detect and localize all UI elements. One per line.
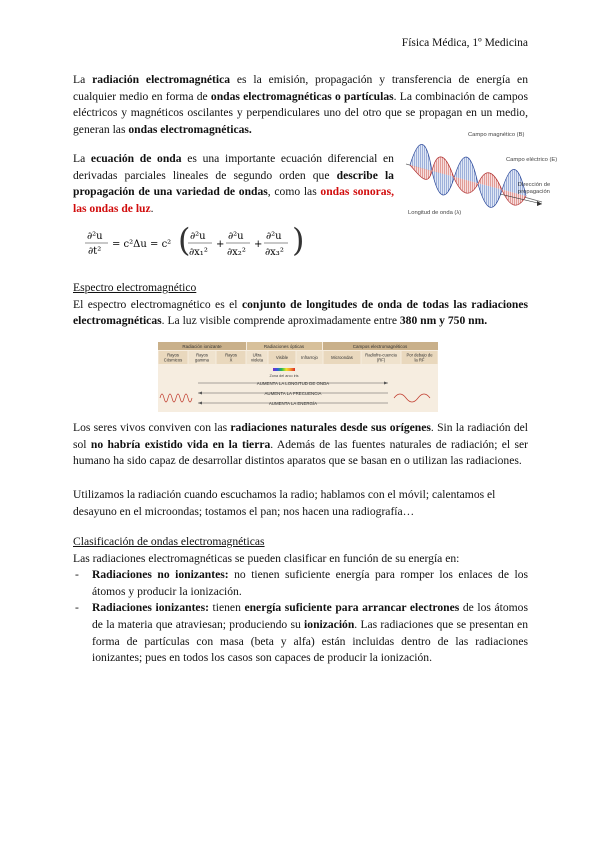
wave-equation-formula bbox=[82, 221, 312, 264]
spectrum-cell-label: Rayos bbox=[167, 352, 179, 358]
classification-intro: Las radiaciones electromagnéticas se pueden clasificar en función de su energía en: bbox=[73, 551, 460, 565]
formula-den1: ∂t² bbox=[88, 246, 102, 257]
formula-num1: ∂²u bbox=[87, 231, 103, 242]
label-electric-field: Campo eléctrico (E) bbox=[506, 157, 558, 163]
svg-text:AUMENTA LA ENERGÍA: AUMENTA LA ENERGÍA bbox=[268, 401, 318, 406]
em-wave-figure bbox=[400, 124, 558, 224]
spectrum-cell-label: Por debajo de bbox=[406, 352, 433, 358]
spectrum-heading: Espectro electromagnético bbox=[73, 281, 197, 294]
paragraph-living-beings: Los seres vivos conviven con las radiaciones naturales desde sus orígenes. Sin la radiación del sol no habría existido vida en la tierra. Además de las fuentes naturales de radiación; el ser humano ha sido capaz de desarrollar distintos aparatos que se basan en o utilizan las radiaciones. bbox=[73, 421, 528, 468]
section-classification bbox=[73, 534, 528, 667]
label-magnetic-field: Campo magnético (B) bbox=[468, 132, 525, 138]
label-direction-1: Dirección de bbox=[518, 182, 551, 188]
spectrum-cell-label: Ultra bbox=[252, 352, 262, 358]
svg-text:Campos electromagnéticos: Campos electromagnéticos bbox=[352, 344, 408, 349]
label-wavelength: Longitud de onda (λ) bbox=[408, 210, 462, 216]
paragraph-uses: Utilizamos la radiación cuando escuchamos la radio; hablamos con el móvil; calentamos el desayuno en el microondas; tostamos el pan; nos hacen una radiografía… bbox=[73, 488, 496, 518]
formula-den3: ∂x₂² bbox=[227, 247, 246, 258]
classification-heading: Clasificación de ondas electromagnéticas bbox=[73, 535, 265, 548]
spectrum-cell-label: Infrarrojo bbox=[301, 355, 318, 360]
formula-num2: ∂²u bbox=[190, 231, 206, 242]
svg-text:+: + bbox=[216, 239, 225, 250]
paragraph-em-radiation: La radiación electromagnética es la emisión, propagación y transferencia de energía en cualquier medio en forma de ondas electromagnéticas o partículas. La combinación de campos eléctricos y magnéticos oscilantes y perpendiculares uno del otro que se propagan en un medio, generan las ondas electromagnéticas. bbox=[73, 73, 528, 136]
svg-text:Radiaciones ópticas: Radiaciones ópticas bbox=[263, 344, 305, 349]
paragraph-wave-equation: La ecuación de onda es una importante ecuación diferencial en derivadas parciales lineales de segundo orden que describe la propagación de una variedad de ondas, como las ondas sonoras, las ondas de luz. bbox=[73, 152, 395, 215]
spectrum-cell-label: Visible bbox=[275, 355, 289, 360]
em-spectrum-figure bbox=[158, 342, 438, 412]
spectrum-cell-label: (RF) bbox=[376, 357, 386, 363]
formula-num3: ∂²u bbox=[228, 231, 244, 242]
rainbow-label: Zona del arco iris bbox=[269, 374, 299, 378]
spectrum-cell-label: Radiofre-cuencia bbox=[365, 352, 397, 358]
spectrum-cell-label: Rayos bbox=[225, 352, 237, 358]
spectrum-paragraph: El espectro electromagnético es el conjunto de longitudes de onda de todas las radiaciones electromagnéticas. La luz visible comprende aproximadamente entre 380 nm y 750 nm. bbox=[73, 297, 528, 328]
spectrum-cell-label: violeta bbox=[250, 357, 264, 363]
spectrum-cell-label: gamma bbox=[195, 357, 209, 363]
svg-text:AUMENTA LA FRECUENCIA: AUMENTA LA FRECUENCIA bbox=[264, 391, 322, 396]
spectrum-cell-label: X bbox=[229, 357, 233, 363]
svg-text:+: + bbox=[254, 239, 263, 250]
svg-text:AUMENTA LA LONGITUD DE ONDA: AUMENTA LA LONGITUD DE ONDA bbox=[256, 381, 330, 386]
svg-text:Radiación ionizante: Radiación ionizante bbox=[182, 344, 222, 349]
formula-num4: ∂²u bbox=[266, 231, 282, 242]
page-header: Física Médica, 1º Medicina bbox=[401, 37, 528, 49]
formula-eq: = c²Δu = c² bbox=[112, 239, 172, 250]
svg-text:(: ( bbox=[178, 221, 191, 259]
spectrum-cell-label: Cósmicos bbox=[163, 357, 183, 363]
formula-den2: ∂x₁² bbox=[189, 247, 208, 258]
svg-text:): ) bbox=[292, 221, 305, 259]
spectrum-cell-label: Microondas bbox=[331, 355, 353, 360]
rainbow-bar bbox=[273, 368, 295, 371]
formula-den4: ∂x₃² bbox=[265, 247, 284, 258]
label-direction-2: propagación bbox=[518, 189, 550, 195]
spectrum-cell-label: Rayos bbox=[196, 352, 208, 358]
spectrum-cell-label: la RF bbox=[414, 357, 425, 363]
spectrum-cells bbox=[159, 351, 438, 364]
list-item-ionizing: - Radiaciones ionizantes: tienen energía suficiente para arrancar electrones de los átomos de la materia que atraviesan; produciendo su ionización. Las radiaciones que se presentan en forma de partículas con masa (beta y alfa) están incluidas dentro de las radiaciones ionizantes; pues en todos los casos son capaces de producir la ionización. bbox=[73, 600, 528, 666]
section-spectrum bbox=[73, 280, 528, 330]
classification-list bbox=[73, 567, 528, 667]
list-item-non-ionizing: - Radiaciones no ionizantes: no tienen suficiente energía para romper los enlaces de los átomos y producir la ionización. bbox=[73, 567, 528, 600]
